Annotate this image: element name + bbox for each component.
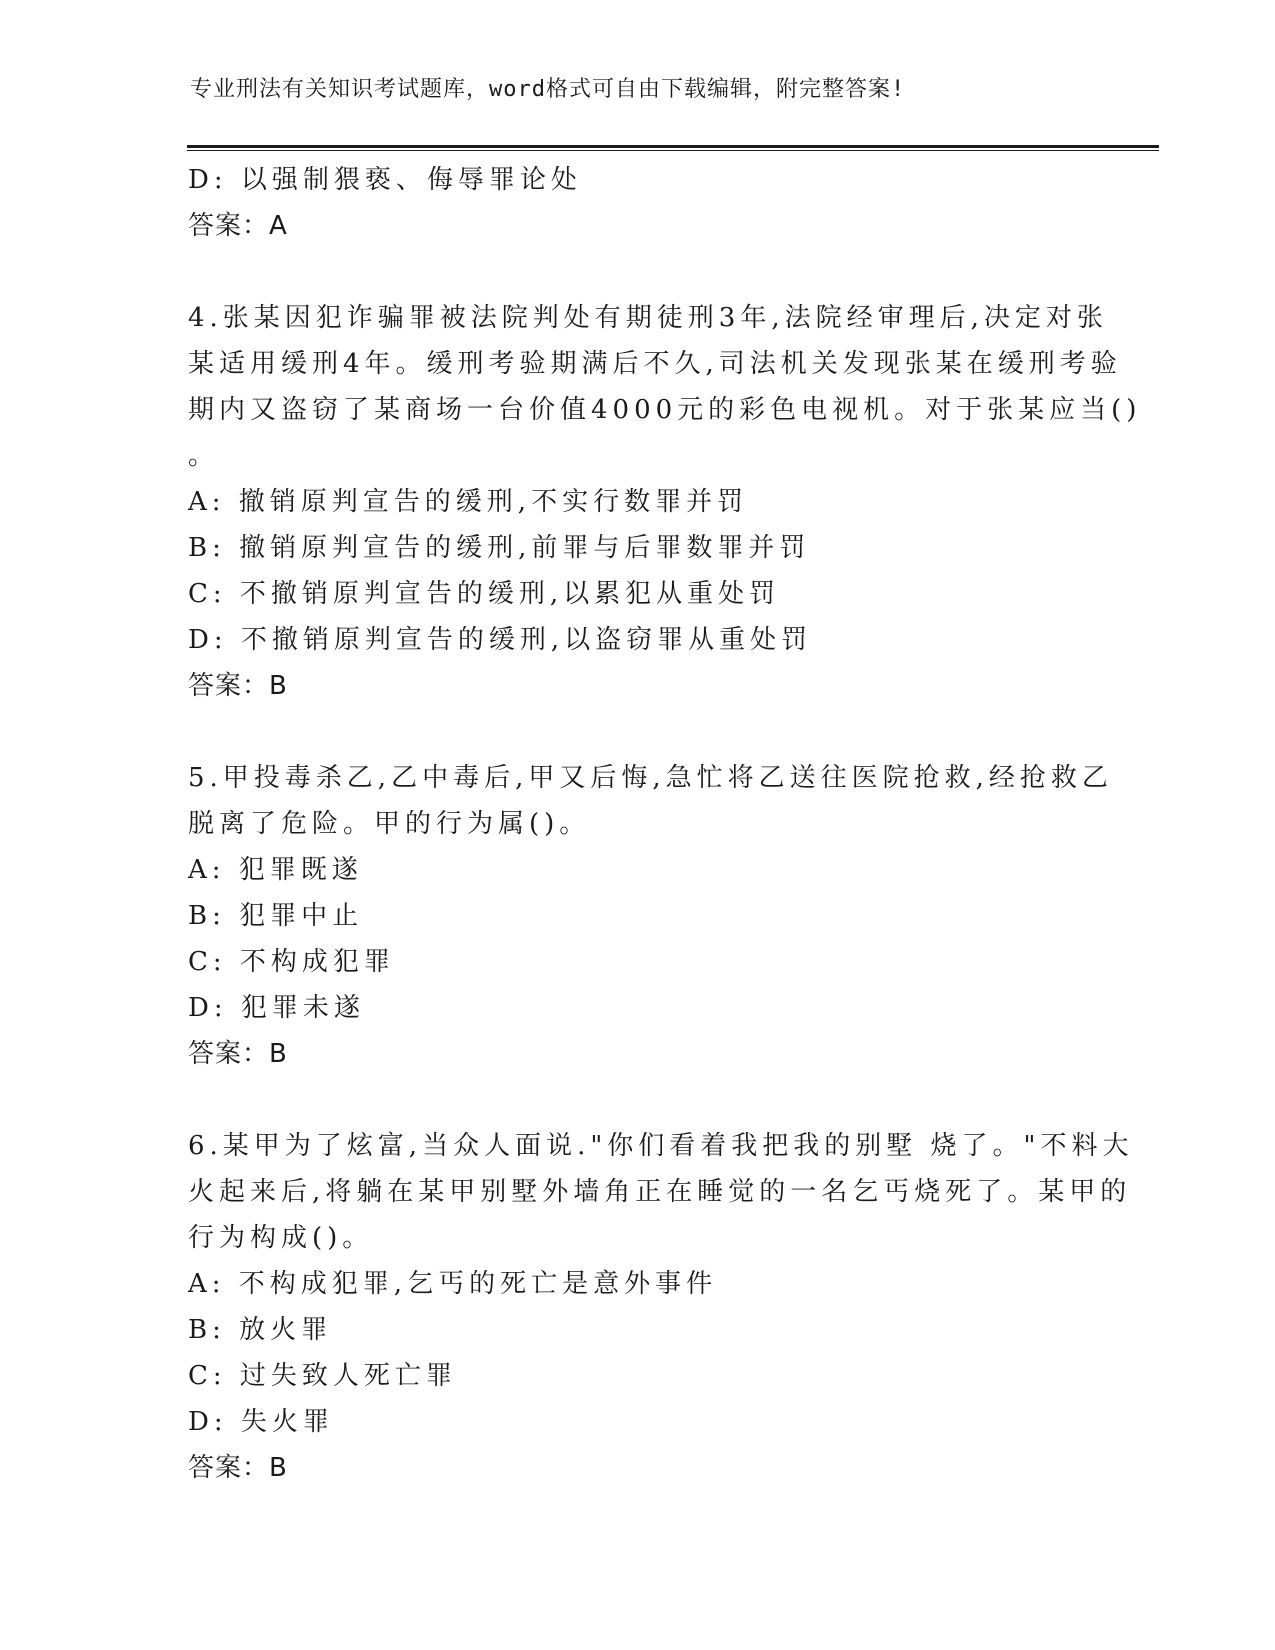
question-stem-line: 期内又盗窃了某商场一台价值4000元的彩色电视机。对于张某应当() [188,395,1142,425]
question-4 [188,295,1142,709]
question-6 [188,1123,1134,1491]
option-d: D: 犯罪未遂 [188,993,365,1023]
answer: 答案：B [188,1453,288,1483]
option-b: B: 犯罪中止 [188,901,364,931]
answer: 答案：B [188,671,288,701]
question-stem-line: 。 [188,441,220,471]
question-stem-line: 5.甲投毒杀乙,乙中毒后,甲又后悔,急忙将乙送往医院抢救,经抢救乙 [188,763,1113,793]
option-b: B: 放火罪 [188,1315,333,1345]
option-d: D: 失火罪 [188,1407,334,1437]
question-stem-line: 某适用缓刑4年。缓刑考验期满后不久,司法机关发现张某在缓刑考验 [188,349,1122,379]
question-stem-line: 4.张某因犯诈骗罪被法院判处有期徒刑3年,法院经审理后,决定对张 [188,303,1108,333]
option-c: C: 不构成犯罪 [188,947,395,977]
prev-answer: 答案：A [188,211,288,241]
option-a: A: 犯罪既遂 [188,855,363,885]
header-rule [187,145,1159,148]
option-b: B: 撤销原判宣告的缓刑,前罪与后罪数罪并罚 [188,533,811,563]
question-stem-line: 火起来后,将躺在某甲别墅外墙角正在睡觉的一名乞丐烧死了。某甲的 [188,1177,1132,1207]
document-body [188,157,1142,1491]
question-stem-line: 脱离了危险。甲的行为属()。 [188,809,591,839]
option-c: C: 不撤销原判宣告的缓刑,以累犯从重处罚 [188,579,781,609]
option-a: A: 撤销原判宣告的缓刑,不实行数罪并罚 [188,487,749,517]
question-5 [188,755,1113,1077]
option-d: D: 不撤销原判宣告的缓刑,以盗窃罪从重处罚 [188,625,813,655]
question-stem-line: 6.某甲为了炫富,当众人面说."你们看着我把我的别墅 烧了。"不料大 [188,1131,1134,1161]
option-c: C: 过失致人死亡罪 [188,1361,457,1391]
page-header: 专业刑法有关知识考试题库，word格式可自由下载编辑，附完整答案! [190,77,906,102]
option-a: A: 不构成犯罪,乞丐的死亡是意外事件 [188,1269,718,1299]
prev-option-d: D: 以强制猥亵、侮辱罪论处 [188,165,582,195]
question-stem-line: 行为构成()。 [188,1223,374,1253]
answer: 答案：B [188,1039,288,1069]
